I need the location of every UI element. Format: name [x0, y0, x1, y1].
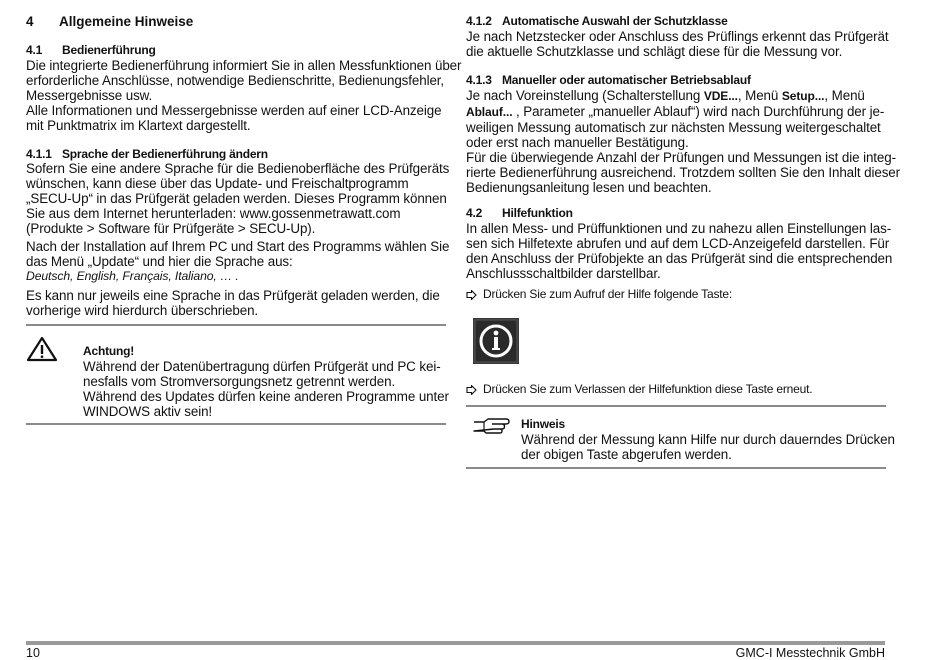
- text-line: Je nach Netzstecker oder Anschluss des Prüflings erkennt das Prüfgerät: [466, 29, 889, 44]
- caution-title: Achtung!: [83, 344, 135, 358]
- text-line: mit Punktmatrix im Klartext dargestellt.: [26, 118, 251, 133]
- caution-text: [83, 359, 453, 419]
- text-line: Anschlussschaltbilder darstellbar.: [466, 266, 661, 281]
- text-run: Je nach Voreinstellung (Schalterstellung: [466, 88, 704, 103]
- section-4-1-1-text-3: [26, 288, 451, 318]
- text-line: In allen Mess- und Prüffunktionen und zu nahezu allen Einstellungen las-: [466, 221, 892, 236]
- footer-rule: [26, 641, 885, 645]
- text-line: das Menü „Update“ und hier die Sprache aus:: [26, 254, 293, 269]
- text-line: vorherige wird hierdurch überschrieben.: [26, 303, 259, 318]
- text-line: Während des Updates dürfen keine anderen Programme unter: [83, 389, 449, 404]
- section-title: Hilfefunktion: [502, 206, 573, 220]
- section-number: 4.1: [26, 43, 43, 57]
- text-line: der obigen Taste abgerufen werden.: [521, 447, 732, 462]
- text-line: Sofern Sie eine andere Sprache für die Bedienoberfläche des Prüfgeräts: [26, 161, 450, 176]
- section-number: 4.1.1: [26, 147, 52, 161]
- pointing-hand-icon: [472, 417, 512, 435]
- section-number: 4.1.2: [466, 14, 492, 28]
- menu-setup-label: Setup...: [781, 89, 825, 103]
- caution-bottom-rule: [26, 423, 446, 425]
- section-number: 4.2: [466, 206, 483, 220]
- text-line: Während der Datenübertragung dürfen Prüfgerät und PC kei-: [83, 359, 441, 374]
- warning-triangle-icon: [26, 336, 58, 362]
- note-top-rule: [466, 405, 886, 407]
- section-4-1-2-text: [466, 29, 891, 59]
- section-title: Sprache der Bedienerführung ändern: [62, 147, 268, 161]
- section-4-1-1-heading: [26, 147, 268, 161]
- section-number: 4: [26, 14, 34, 29]
- text-run: , Parameter „manueller Ablauf“) wird nach Durchführung der je-: [512, 104, 885, 119]
- text-line: [466, 88, 891, 104]
- text-run: , Menü: [737, 88, 782, 103]
- text-line: Es kann nur jeweils eine Sprache in das Prüfgerät geladen werden, die: [26, 288, 440, 303]
- menu-ablauf-label: Ablauf...: [466, 105, 513, 119]
- text-line: sen sich Hilfetexte abrufen und auf dem LCD-Anzeigefeld darstellen. Für: [466, 236, 890, 251]
- text-line: rierte Bedienerführung ausreichend. Trotzdem sollten Sie den Inhalt dieser: [466, 165, 901, 180]
- text-line: „SECU-Up“ in das Prüfgerät geladen werden. Dieses Programm können: [26, 191, 447, 206]
- section-4-1-1-text-1: [26, 161, 451, 236]
- arrow-right-icon: [466, 385, 477, 395]
- section-4-2-text: [466, 221, 891, 281]
- text-line: oder erst nach manueller Bestätigung.: [466, 135, 689, 150]
- language-list: Deutsch, English, Français, Italiano, … .: [26, 269, 239, 283]
- text-line: Nach der Installation auf Ihrem PC und Start des Programms wählen Sie: [26, 239, 450, 254]
- text-line: [466, 104, 891, 120]
- section-4-1-heading: [26, 43, 156, 57]
- section-title: Manueller oder automatischer Betriebsablauf: [502, 73, 751, 87]
- text-line: Die integrierte Bedienerführung informiert Sie in allen Messfunktionen über: [26, 58, 462, 73]
- help-step-open: Drücken Sie zum Aufruf der Hilfe folgende Taste:: [483, 287, 732, 301]
- section-title: Allgemeine Hinweise: [59, 14, 194, 29]
- text-line: Bedienungsanleitung lesen und beachten.: [466, 180, 712, 195]
- text-line: weiligen Messung automatisch zur nächsten Messung weitergeschaltet: [466, 120, 881, 135]
- text-line: Während der Messung kann Hilfe nur durch dauerndes Drücken: [521, 432, 895, 447]
- page-number: 10: [26, 646, 40, 660]
- text-line: WINDOWS aktiv sein!: [83, 404, 213, 419]
- note-title: Hinweis: [521, 417, 565, 431]
- note-bottom-rule: [466, 467, 886, 469]
- section-4-1-text: [26, 58, 462, 133]
- caution-top-rule: [26, 324, 446, 326]
- text-line: Sie aus dem Internet herunterladen: www.gossenmetrawatt.com: [26, 206, 401, 221]
- section-number: 4.1.3: [466, 73, 492, 87]
- text-line: Für die überwiegende Anzahl der Prüfungen und Messungen ist die integ-: [466, 150, 896, 165]
- info-key-icon: [473, 318, 519, 364]
- text-line: nesfalls vom Stromversorgungsnetz getrennt werden.: [83, 374, 396, 389]
- text-line: den Anschluss der Prüfobjekte an das Prüfgerät sind die entsprechenden: [466, 251, 893, 266]
- section-4-heading: [26, 14, 193, 29]
- section-title: Automatische Auswahl der Schutzklasse: [502, 14, 728, 28]
- text-line: die aktuelle Schutzklasse und schlägt diese für die Messung vor.: [466, 44, 843, 59]
- text-line: (Produkte > Software für Prüfgeräte > SECU-Up).: [26, 221, 316, 236]
- text-line: Alle Informationen und Messergebnisse werden auf einer LCD-Anzeige: [26, 103, 442, 118]
- section-title: Bedienerführung: [62, 43, 156, 57]
- help-step-close: Drücken Sie zum Verlassen der Hilfefunktion diese Taste erneut.: [483, 382, 813, 396]
- note-text: [521, 432, 895, 462]
- company-name: GMC-I Messtechnik GmbH: [735, 646, 885, 660]
- text-line: erforderliche Anschlüsse, notwendige Bedienschritte, Bedienungsfehler,: [26, 73, 445, 88]
- section-4-1-1-text-2: [26, 239, 451, 284]
- section-4-1-3-text: [466, 88, 901, 195]
- text-line: Messergebnisse usw.: [26, 88, 153, 103]
- section-4-2-heading: [466, 206, 573, 220]
- menu-vde-label: VDE...: [703, 89, 738, 103]
- arrow-right-icon: [466, 290, 477, 300]
- text-line: wünschen, kann diese über das Update- und Freischaltprogramm: [26, 176, 409, 191]
- section-4-1-3-heading: [466, 73, 751, 87]
- section-4-1-2-heading: [466, 14, 728, 28]
- text-run: , Menü: [824, 88, 865, 103]
